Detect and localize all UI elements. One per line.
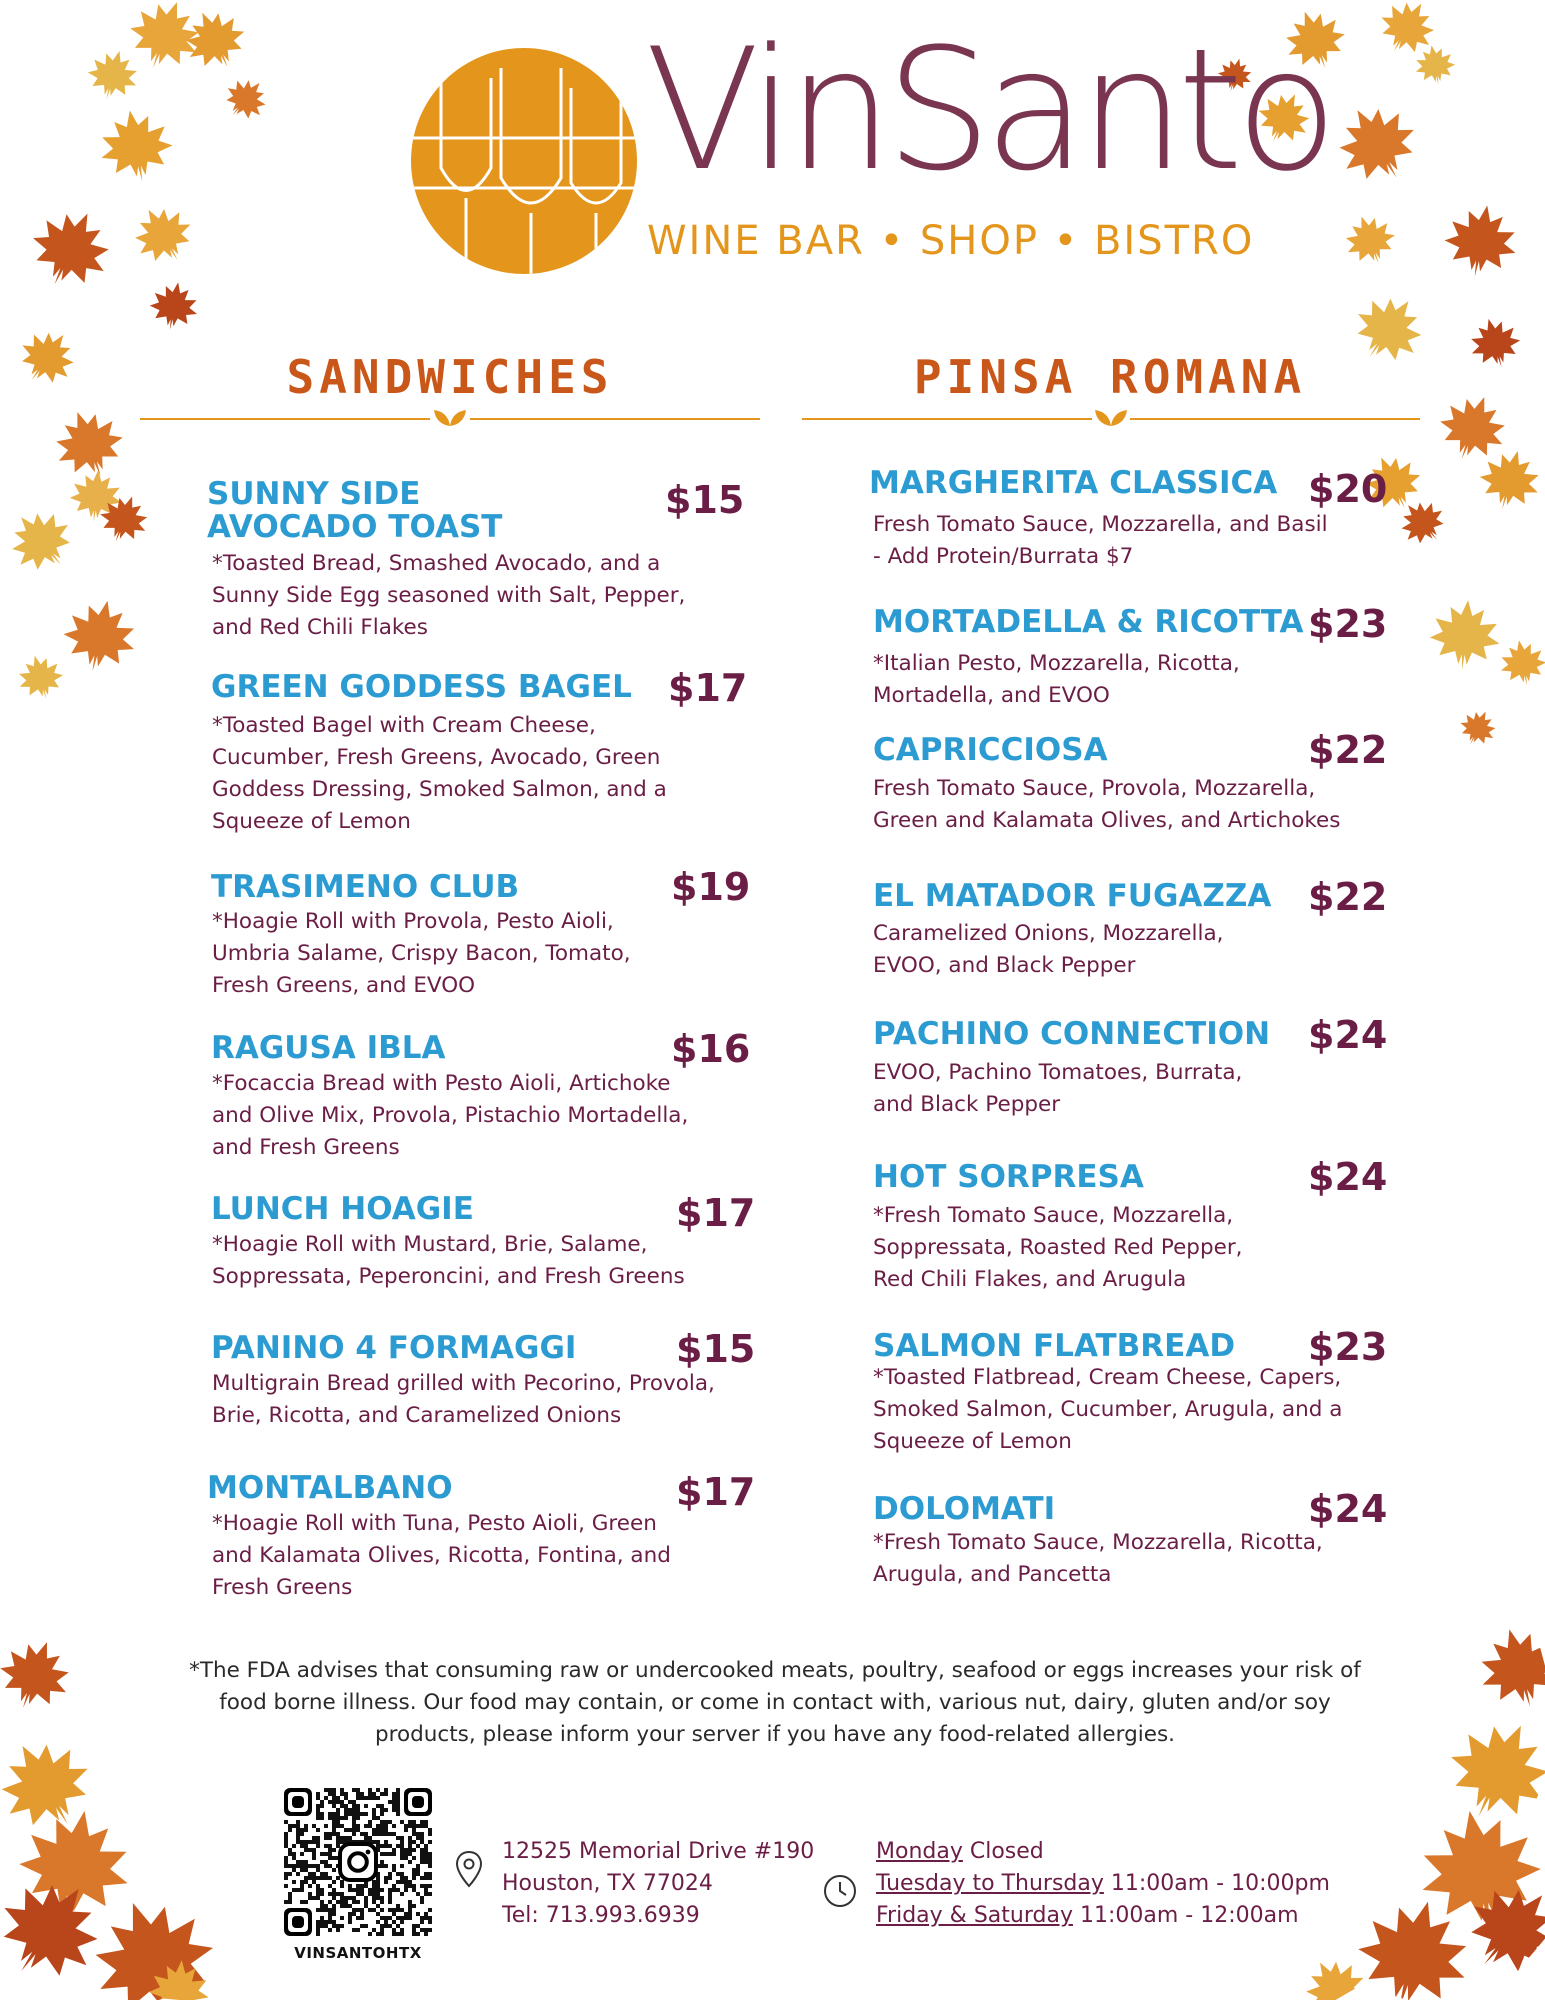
item-price: $24 [1308,1487,1388,1531]
item-description: *Focaccia Bread with Pesto Aioli, Artichoke and Olive Mix, Provola, Pistachio Mortadella, and Fresh Greens [212,1071,689,1160]
item-description: *Toasted Flatbread, Cream Cheese, Capers, Smoked Salmon, Cucumber, Arugula, and a Squeeze of Lemon [873,1365,1343,1454]
instagram-qr-code[interactable] [284,1788,432,1936]
divider [1130,418,1420,420]
maple-leaf-icon [1342,282,1437,377]
maple-leaf-icon [1324,91,1431,198]
maple-leaf-icon [146,278,202,334]
maple-leaf-icon [0,1630,80,1720]
item-name: PACHINO CONNECTION [873,1016,1271,1052]
logo-emblem [411,48,637,274]
item-price: $20 [1308,467,1388,511]
item-description: *Toasted Bread, Smashed Avocado, and a Sunny Side Egg seasoned with Salt, Pepper, and Red Chili Flakes [212,551,686,640]
maple-leaf-icon [1471,1623,1545,1717]
maple-leaf-icon [1427,597,1503,673]
item-description: *Italian Pesto, Mozzarella, Ricotta, Mortadella, and EVOO [873,651,1240,708]
item-price: $19 [671,865,751,909]
item-name: LUNCH HOAGIE [211,1191,474,1227]
item-price: $22 [1308,728,1388,772]
item-name: SALMON FLATBREAD [873,1328,1236,1364]
maple-leaf-icon [123,195,202,274]
address-line1: 12525 Memorial Drive #190 [502,1839,815,1864]
item-description: *Hoagie Roll with Mustard, Brie, Salame, Soppressata, Peperoncini, and Fresh Greens [212,1232,685,1289]
item-description: *Hoagie Roll with Tuna, Pesto Aioli, Green and Kalamata Olives, Ricotta, Fontina, and Fresh Greens [212,1511,671,1600]
item-description: *Fresh Tomato Sauce, Mozzarella, Soppressata, Roasted Red Pepper, Red Chili Flakes, and Arugula [873,1203,1243,1292]
hours-time: 11:00am - 12:00am [1072,1903,1299,1928]
item-description: Fresh Tomato Sauce, Mozzarella, and Basil - Add Protein/Burrata $7 [873,512,1328,569]
allergy-disclaimer: *The FDA advises that consuming raw or undercooked meats, poultry, seafood or eggs increases your risk of food borne illness. Our food may contain, or come in contact with, various nut, dairy, gluten and/or soy products, please inform your server if you have any food-related allergies. [189,1658,1361,1747]
item-description: *Hoagie Roll with Provola, Pesto Aioli, Umbria Salame, Crispy Bacon, Tomato, Fresh Greens, and EVOO [212,909,631,998]
section-title-sandwiches: SANDWICHES [286,350,614,404]
maple-leaf-icon [1464,312,1525,373]
brand-wordmark: VinSanto [645,12,1331,208]
item-description: Multigrain Bread grilled with Pecorino, Provola, Brie, Ricotta, and Caramelized Onions [212,1371,715,1428]
qr-code-pattern [284,1788,432,1936]
item-name: HOT SORPRESA [873,1159,1144,1195]
hours-time: Closed [962,1839,1044,1864]
clock-icon [823,1874,857,1908]
item-name: EL MATADOR FUGAZZA [873,878,1272,914]
item-name: TRASIMENO CLUB [211,869,520,905]
maple-leaf-icon [1412,42,1458,88]
phone-number[interactable]: Tel: 713.993.6939 [502,1903,700,1928]
divider [802,418,1092,420]
maple-leaf-icon [148,1957,211,2000]
item-price: $24 [1308,1155,1388,1199]
maple-leaf-icon [1454,704,1502,752]
item-price: $17 [676,1191,756,1235]
maple-leaf-icon [1294,1948,1366,2000]
item-name: CAPRICCIOSA [873,732,1108,768]
item-description: *Toasted Bagel with Cream Cheese, Cucumber, Fresh Greens, Avocado, Green Goddess Dressing, Smoked Salmon, and a Squeeze of Lemon [212,713,667,834]
instagram-handle: VINSANTOHTX [294,1944,422,1962]
maple-leaf-icon [19,197,123,301]
hours-tue-thu [876,1868,1330,1900]
hours-fri-sat [876,1900,1299,1932]
divider [140,418,430,420]
leaf-ornament-icon [1093,406,1129,428]
maple-leaf-icon [216,69,275,128]
item-name: RAGUSA IBLA [211,1030,446,1066]
item-description: EVOO, Pachino Tomatoes, Burrata, and Black Pepper [873,1060,1243,1117]
wine-glasses-icon [411,48,637,274]
item-price: $17 [668,666,748,710]
maple-leaf-icon [94,104,177,187]
item-name: GREEN GODDESS BAGEL [211,669,632,705]
maple-leaf-icon [9,319,86,396]
item-name: MONTALBANO [207,1470,453,1506]
item-price: $23 [1308,1325,1388,1369]
item-name: PANINO 4 FORMAGGI [211,1330,577,1366]
maple-leaf-icon [1338,208,1402,272]
item-name: MORTADELLA & RICOTTA [873,604,1304,640]
brand-tagline: WINE BAR • SHOP • BISTRO [647,218,1255,264]
address-line2: Houston, TX 77024 [502,1871,713,1896]
item-price: $15 [676,1327,756,1371]
instagram-icon [340,1844,376,1880]
hours-monday [876,1836,1044,1868]
leaf-ornament-icon [432,406,468,428]
item-description: Fresh Tomato Sauce, Provola, Mozzarella, Green and Kalamata Olives, and Artichokes [873,776,1341,833]
item-price: $24 [1308,1013,1388,1057]
item-description: *Fresh Tomato Sauce, Mozzarella, Ricotta, Arugula, and Pancetta [873,1530,1323,1587]
item-name: DOLOMATI [873,1491,1056,1527]
item-price: $16 [671,1027,751,1071]
divider [470,418,760,420]
location-pin-icon [455,1850,483,1888]
hours-days: Friday & Saturday [876,1903,1073,1928]
item-price: $23 [1308,602,1388,646]
maple-leaf-icon [57,593,142,678]
section-title-pinsa: PINSA ROMANA [913,350,1307,404]
item-price: $22 [1308,875,1388,919]
item-price: $17 [676,1470,756,1514]
hours-days: Monday [876,1839,963,1864]
hours-time: 11:00am - 10:00pm [1103,1871,1330,1896]
item-description: Caramelized Onions, Mozzarella, EVOO, and Black Pepper [873,921,1224,978]
item-price: $15 [665,478,745,522]
maple-leaf-icon [1439,199,1522,282]
hours-days: Tuesday to Thursday [876,1871,1104,1896]
item-name: MARGHERITA CLASSICA [869,465,1278,501]
maple-leaf-icon [1496,636,1545,689]
item-name: SUNNY SIDE AVOCADO TOAST [207,476,503,545]
